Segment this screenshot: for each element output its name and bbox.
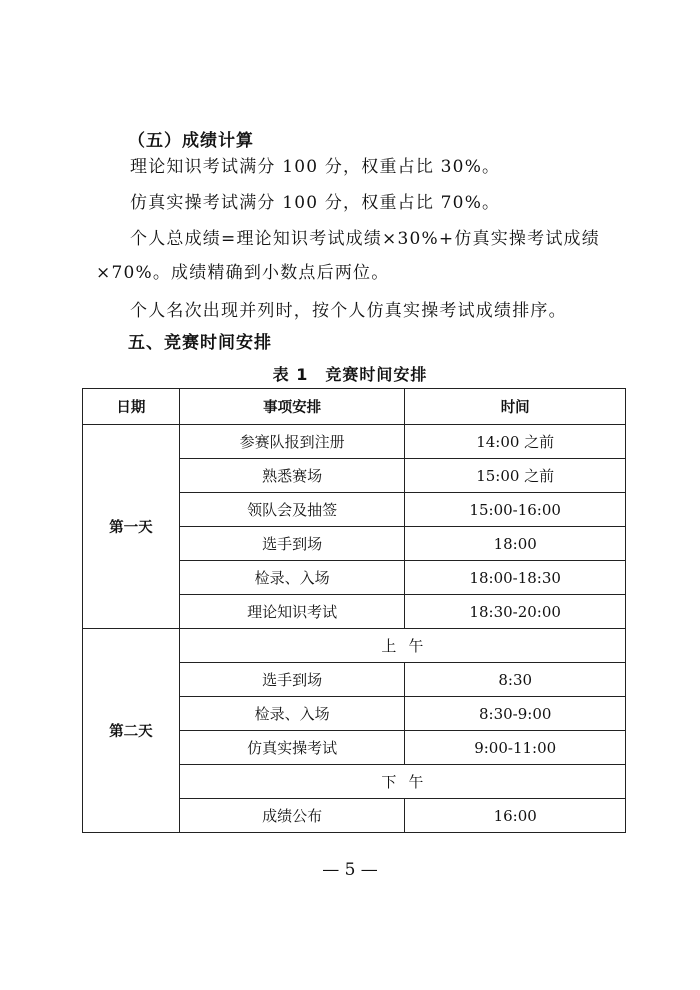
section-heading-schedule: 五、竞赛时间安排 bbox=[128, 333, 272, 353]
table-row bbox=[83, 425, 626, 459]
item-cell: 选手到场 bbox=[179, 527, 405, 561]
item-cell: 理论知识考试 bbox=[179, 595, 405, 629]
time-cell: 8:30-9:00 bbox=[405, 697, 626, 731]
item-cell: 参赛队报到注册 bbox=[179, 425, 405, 459]
page-number: — 5 — bbox=[322, 860, 378, 880]
item-cell: 成绩公布 bbox=[179, 799, 405, 833]
time-cell: 18:00 bbox=[405, 527, 626, 561]
item-cell: 领队会及抽签 bbox=[179, 493, 405, 527]
paragraph-tie-rule: 个人名次出现并列时，按个人仿真实操考试成绩排序。 bbox=[130, 301, 567, 321]
table-header-row bbox=[83, 389, 626, 425]
header-time: 时间 bbox=[405, 389, 626, 425]
item-cell: 选手到场 bbox=[179, 663, 405, 697]
day-label-1: 第一天 bbox=[83, 425, 180, 629]
item-cell: 熟悉赛场 bbox=[179, 459, 405, 493]
day-label-2: 第二天 bbox=[83, 629, 180, 833]
time-cell: 18:30-20:00 bbox=[405, 595, 626, 629]
time-cell: 8:30 bbox=[405, 663, 626, 697]
item-cell: 检录、入场 bbox=[179, 697, 405, 731]
time-cell: 14:00 之前 bbox=[405, 425, 626, 459]
morning-label: 上午 bbox=[179, 629, 625, 663]
item-cell: 仿真实操考试 bbox=[179, 731, 405, 765]
time-cell: 15:00-16:00 bbox=[405, 493, 626, 527]
paragraph-practical-score: 仿真实操考试满分 100 分，权重占比 70%。 bbox=[130, 193, 501, 213]
paragraph-total-score: 个人总成绩=理论知识考试成绩×30%+仿真实操考试成绩×70%。成绩精确到小数点后两位。 bbox=[96, 229, 600, 283]
time-cell: 9:00-11:00 bbox=[405, 731, 626, 765]
table-title: 表 1 竞赛时间安排 bbox=[272, 365, 428, 384]
item-cell: 检录、入场 bbox=[179, 561, 405, 595]
table-row bbox=[83, 629, 626, 663]
header-item: 事项安排 bbox=[179, 389, 405, 425]
header-date: 日期 bbox=[83, 389, 180, 425]
schedule-table bbox=[82, 388, 626, 833]
afternoon-label: 下午 bbox=[179, 765, 625, 799]
time-cell: 16:00 bbox=[405, 799, 626, 833]
time-cell: 18:00-18:30 bbox=[405, 561, 626, 595]
paragraph-theory-score: 理论知识考试满分 100 分，权重占比 30%。 bbox=[130, 157, 501, 177]
time-cell: 15:00 之前 bbox=[405, 459, 626, 493]
section-heading-score-calc: （五）成绩计算 bbox=[128, 131, 254, 151]
